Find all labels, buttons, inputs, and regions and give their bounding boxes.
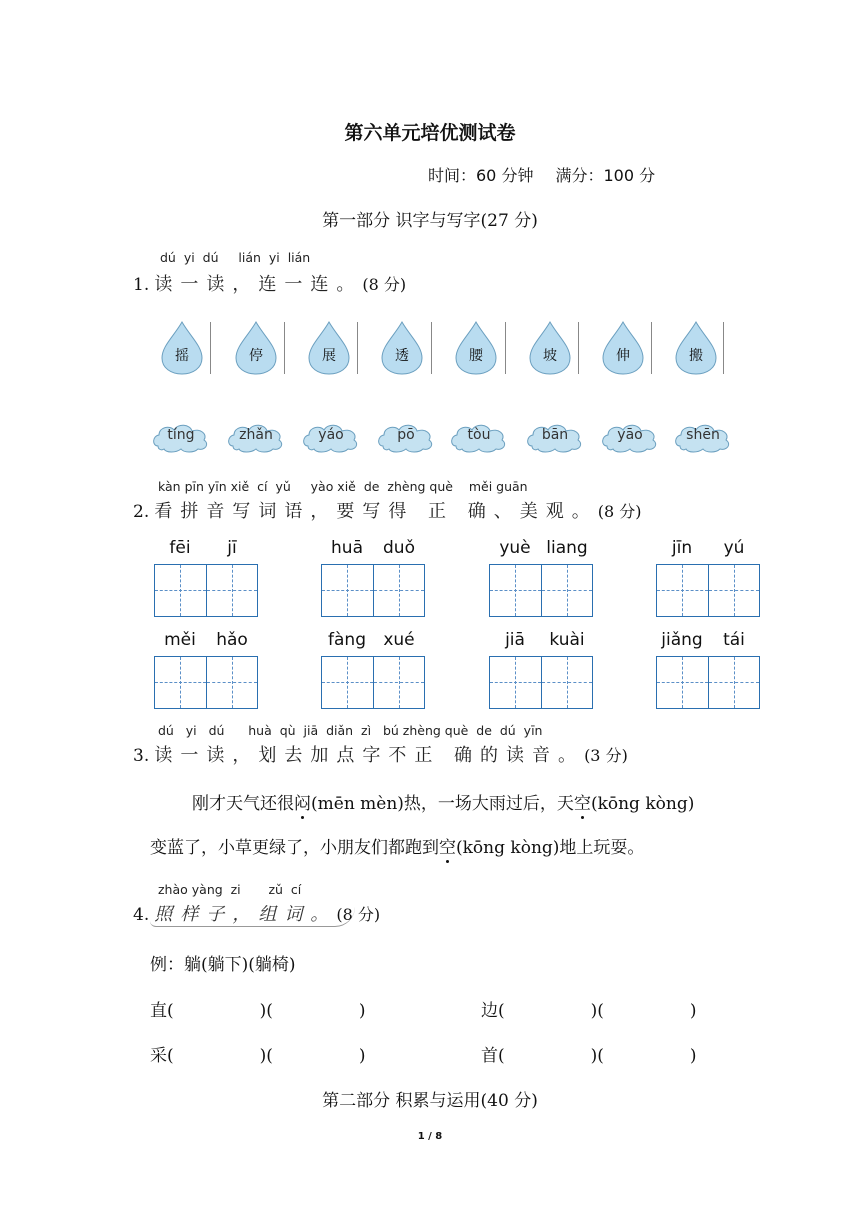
q3-number: 3. [133, 746, 150, 766]
drop-char-3[interactable]: 展 [305, 320, 353, 376]
q1-score: (8 分) [362, 275, 407, 294]
q1-line [133, 270, 406, 296]
writing-grid[interactable] [656, 656, 760, 709]
writing-grid[interactable] [154, 656, 258, 709]
cloud-pinyin-5[interactable]: tòu [448, 420, 510, 454]
dotted-char[interactable]: 空 [439, 838, 456, 858]
q3-pinyin: dú yi dú huà qù jiā diǎn zì bú zhèng què de dú yīn [158, 723, 543, 738]
writing-grid[interactable] [154, 564, 258, 617]
q4-item-4[interactable]: 首( )( ) [481, 1046, 697, 1066]
q4-score: (8 分) [336, 905, 381, 924]
page-title: 第六单元培优测试卷 [344, 122, 516, 144]
full-score: 满分：100 分 [555, 166, 656, 185]
q4-item-2[interactable]: 边( )( ) [481, 1001, 697, 1021]
q4-banner-decoration [150, 900, 355, 927]
q4-example: 例：躺(躺下)(躺椅) [150, 955, 296, 975]
writing-group-2[interactable]: huā duǒ [321, 538, 425, 618]
cloud-pinyin-4[interactable]: pō [375, 420, 437, 454]
q2-score: (8 分) [597, 502, 642, 521]
writing-group-7[interactable]: jiā kuài [489, 630, 593, 710]
q3-line [133, 741, 628, 767]
q1-pinyin: dú yi dú lián yi lián [160, 250, 311, 265]
cloud-pinyin-6[interactable]: bān [524, 420, 586, 454]
q3-passage-line-1: 刚才天气还很闷(mēn mèn)热，一场大雨过后，天空(kōng kòng) [192, 794, 695, 814]
q4-number: 4. [133, 905, 150, 925]
writing-group-4[interactable]: jīn yú [656, 538, 760, 618]
writing-grid[interactable] [321, 564, 425, 617]
q4-item-3[interactable]: 采( )( ) [150, 1046, 366, 1066]
exam-meta [428, 163, 655, 186]
drop-char-1[interactable]: 摇 [158, 320, 206, 376]
q3-text: 读一读，划去加点字不正 确的读音。 [154, 745, 585, 766]
drop-char-7[interactable]: 伸 [599, 320, 647, 376]
cloud-pinyin-8[interactable]: shēn [672, 420, 734, 454]
time-limit: 时间：60 分钟 [428, 166, 534, 185]
page-number: 1 / 8 [417, 1131, 443, 1142]
cloud-pinyin-2[interactable]: zhǎn [225, 420, 287, 454]
drop-char-6[interactable]: 坡 [526, 320, 574, 376]
writing-group-5[interactable]: měi hǎo [154, 630, 258, 710]
writing-grid[interactable] [489, 656, 593, 709]
q4-item-1[interactable]: 直( )( ) [150, 1001, 366, 1021]
q1-text: 读一读，连一连。 [154, 274, 363, 295]
writing-group-3[interactable]: yuè liang [489, 538, 593, 618]
writing-group-6[interactable]: fàng xué [321, 630, 425, 710]
writing-grid[interactable] [656, 564, 760, 617]
q1-number: 1. [133, 275, 150, 295]
section-1-heading: 第一部分 识字与写字(27 分) [322, 211, 538, 231]
q2-number: 2. [133, 502, 150, 522]
q2-line [133, 497, 642, 523]
q3-passage-line-2: 变蓝了，小草更绿了，小朋友们都跑到空(kōng kòng)地上玩耍。 [150, 838, 645, 858]
q2-text: 看拼音写词语，要写得 正 确、美观。 [154, 501, 598, 522]
writing-grid[interactable] [489, 564, 593, 617]
cloud-pinyin-7[interactable]: yāo [599, 420, 661, 454]
drop-char-5[interactable]: 腰 [452, 320, 500, 376]
dotted-char[interactable]: 闷 [294, 794, 311, 814]
drop-char-2[interactable]: 停 [232, 320, 280, 376]
q2-pinyin: kàn pīn yīn xiě cí yǔ yào xiě de zhèng què měi guān [158, 479, 528, 494]
writing-group-8[interactable]: jiǎng tái [656, 630, 760, 710]
drop-char-8[interactable]: 搬 [672, 320, 720, 376]
q4-pinyin: zhào yàng zi zǔ cí [158, 882, 302, 897]
dotted-char[interactable]: 空 [573, 794, 591, 814]
writing-group-1[interactable]: fēi jī [154, 538, 258, 618]
cloud-pinyin-1[interactable]: tíng [150, 420, 212, 454]
q4-text: 照样子，组词。 [154, 904, 337, 925]
writing-grid[interactable] [321, 656, 425, 709]
cloud-pinyin-3[interactable]: yáo [300, 420, 362, 454]
section-2-heading: 第二部分 积累与运用(40 分) [322, 1091, 538, 1111]
q3-score: (3 分) [584, 746, 628, 765]
drop-char-4[interactable]: 透 [378, 320, 426, 376]
